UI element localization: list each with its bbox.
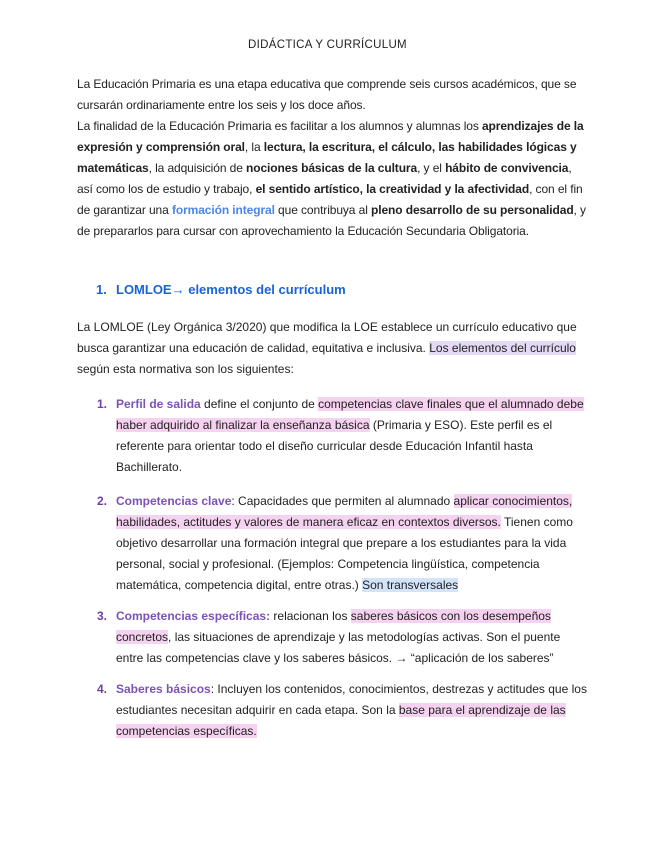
list-item-competencias-especificas [97, 606, 587, 669]
lomloe-paragraph [77, 317, 587, 380]
list-item-body [116, 679, 587, 742]
text-run: Tienen como objetivo desarrollar una formación integral que prepare a los estudiantes para la vida personal, social y profesional. (Ejemplos: Competencia lingüística, competencia matemática, competencia digital, entre otras.) [116, 515, 573, 592]
list-item-body [116, 394, 587, 478]
highlight: aplicar conocimientos, habilidades, actitudes y valores de manera eficaz en contextos diversos. [116, 494, 573, 529]
text-run: que contribuya al [274, 203, 371, 217]
document-title: DIDÁCTICA Y CURRÍCULUM [248, 39, 407, 51]
list-item-number: 1. [97, 397, 108, 411]
text-run: relacionan los [270, 609, 351, 623]
bold-run: aprendizajes de la expresión y comprensión oral [77, 119, 584, 154]
text-run: , la [244, 140, 264, 154]
text-run: , y el [417, 161, 446, 175]
list-item-perfil-salida [97, 394, 587, 478]
text-run: : Capacidades que permiten al alumnado [231, 494, 454, 508]
highlight: Los elementos del currículo [429, 341, 576, 355]
lomloe-paragraph-text [77, 317, 587, 380]
text-run: , así como los de estudio y trabajo, [77, 161, 572, 196]
list-item-term: Competencias específicas: [116, 609, 271, 623]
highlight: base para el aprendizaje de las competencias específicas. [116, 703, 566, 738]
list-item-body [116, 491, 587, 596]
intro-paragraph-1: La Educación Primaria es una etapa educativa que comprende seis cursos académicos, que se cursarán ordinariamente entre los seis y los doce años. [77, 77, 577, 112]
text-run: , y de prepararlos para cursar con aprovechamiento la Educación Secundaria Obligatoria. [77, 203, 586, 238]
text-run: , la adquisición de [148, 161, 247, 175]
list-item-term: Perfil de salida [116, 397, 201, 411]
formacion-integral-link[interactable]: formación integral [171, 203, 275, 217]
bold-run: nociones básicas de la cultura [246, 161, 418, 175]
text-run: La finalidad de la Educación Primaria es facilitar a los alumnos y alumnas los [77, 119, 482, 133]
list-item-term: Saberes básicos [116, 682, 211, 696]
text-run: La LOMLOE (Ley Orgánica 3/2020) que modifica la LOE establece un currículo educativo que busca garantizar una educación de calidad, equitativa e inclusiva. [77, 320, 577, 355]
list-item-saberes-basicos [97, 679, 587, 742]
list-item-competencias-clave [97, 491, 587, 596]
section-heading [96, 282, 346, 297]
section-heading-text: LOMLOE→ elementos del currículum [116, 282, 346, 297]
list-item-number: 3. [97, 609, 108, 623]
bold-run: hábito de convivencia [445, 161, 569, 175]
text-run: según esta normativa son los siguientes: [77, 362, 294, 376]
highlight: competencias clave finales que el alumnado debe haber adquirido al finalizar la enseñanza básica [116, 397, 584, 432]
text-run: : Incluyen los contenidos, conocimientos, destrezas y actitudes que los estudiantes necesitan adquirir en cada etapa. Son la [116, 682, 587, 717]
text-run: define el conjunto de [200, 397, 319, 411]
list-item-term: Competencias clave [116, 494, 232, 508]
list-item-body [116, 606, 587, 669]
bold-run: pleno desarrollo de su personalidad [371, 203, 574, 217]
intro-section [77, 74, 587, 242]
bold-run: lectura, la escritura, el cálculo, las habilidades lógicas y matemáticas [77, 140, 577, 175]
section-number: 1. [96, 282, 107, 297]
list-item-number: 4. [97, 682, 108, 696]
intro-paragraph-2 [77, 116, 587, 242]
text-run: (Primaria y ESO). Este perfil es el referente para orientar todo el diseño curricular desde Educación Infantil hasta Bachillerato. [116, 418, 553, 474]
text-run: , las situaciones de aprendizaje y las metodologías activas. Son el puente entre las competencias clave y los saberes básicos. → “aplicación de los saberes” [116, 630, 561, 665]
highlight-blue: Son transversales [362, 578, 459, 592]
list-item-number: 2. [97, 494, 108, 508]
text-run: , con el fin de garantizar una [77, 182, 583, 217]
highlight: saberes básicos con los desempeños concretos [116, 609, 551, 644]
bold-run: el sentido artístico, la creatividad y la afectividad [255, 182, 530, 196]
